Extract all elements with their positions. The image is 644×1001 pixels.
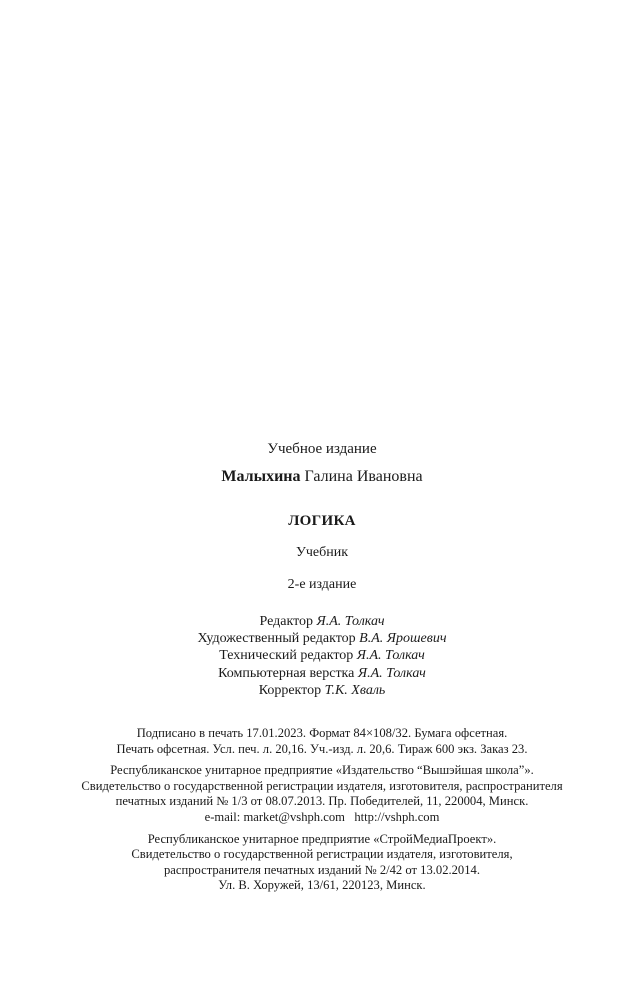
series-label: Учебное издание bbox=[267, 441, 377, 457]
author-line bbox=[0, 468, 644, 486]
credits-block bbox=[0, 613, 644, 699]
credit-name: Т.К. Хваль bbox=[324, 682, 386, 698]
credit-role: Редактор bbox=[259, 614, 314, 629]
printing-details: Печать офсетная. Усл. печ. л. 20,16. Уч.-изд. л. 20,6. Тираж 600 экз. Заказ 23. bbox=[116, 741, 528, 756]
credit-row-editor bbox=[0, 613, 644, 630]
printer-name: Республиканское унитарное предприятие «СтройМедиаПроект». bbox=[147, 831, 497, 846]
credit-row-layout bbox=[0, 665, 644, 682]
author-given-names: Галина Ивановна bbox=[304, 468, 423, 485]
imprint-block bbox=[0, 726, 644, 894]
credit-row-proofreader bbox=[0, 682, 644, 699]
credit-role: Компьютерная верстка bbox=[218, 665, 355, 681]
book-title: ЛОГИКА bbox=[288, 513, 356, 529]
book-genre: Учебник bbox=[295, 545, 349, 560]
credit-name: Я.А. Толкач bbox=[356, 648, 425, 664]
edition-label: 2-е издание bbox=[287, 577, 357, 592]
credit-row-art-editor bbox=[0, 630, 644, 647]
publisher-certificate: печатных изданий № 1/3 от 08.07.2013. Пр. Победителей, 11, 220004, Минск. bbox=[115, 794, 529, 809]
printing-details: Подписано в печать 17.01.2023. Формат 84×108/32. Бумага офсетная. bbox=[136, 726, 508, 740]
author-surname: Малыхина bbox=[221, 468, 301, 485]
credit-row-tech-editor bbox=[0, 647, 644, 664]
printer-certificate: распространителя печатных изданий № 2/42 от 13.02.2014. bbox=[164, 862, 480, 877]
publisher-certificate: Свидетельство о государственной регистрации издателя, изготовителя, распространителя bbox=[81, 778, 563, 793]
credit-role: Художественный редактор bbox=[197, 631, 356, 647]
printer-certificate: Свидетельство о государственной регистрации издателя, изготовителя, bbox=[131, 847, 513, 862]
credit-name: В.А. Ярошевич bbox=[359, 631, 447, 647]
credit-name: Я.А. Толкач bbox=[357, 665, 426, 681]
credit-role: Технический редактор bbox=[219, 648, 354, 664]
printer-address: Ул. В. Хоружей, 13/61, 220123, Минск. bbox=[218, 878, 426, 893]
credit-name: Я.А. Толкач bbox=[316, 614, 385, 629]
publisher-contacts: e-mail: market@vshph.com http://vshph.com bbox=[204, 809, 440, 824]
credit-role: Корректор bbox=[258, 682, 322, 698]
publisher-name: Республиканское унитарное предприятие «Издательство “Вышэйшая школа”». bbox=[110, 763, 534, 778]
